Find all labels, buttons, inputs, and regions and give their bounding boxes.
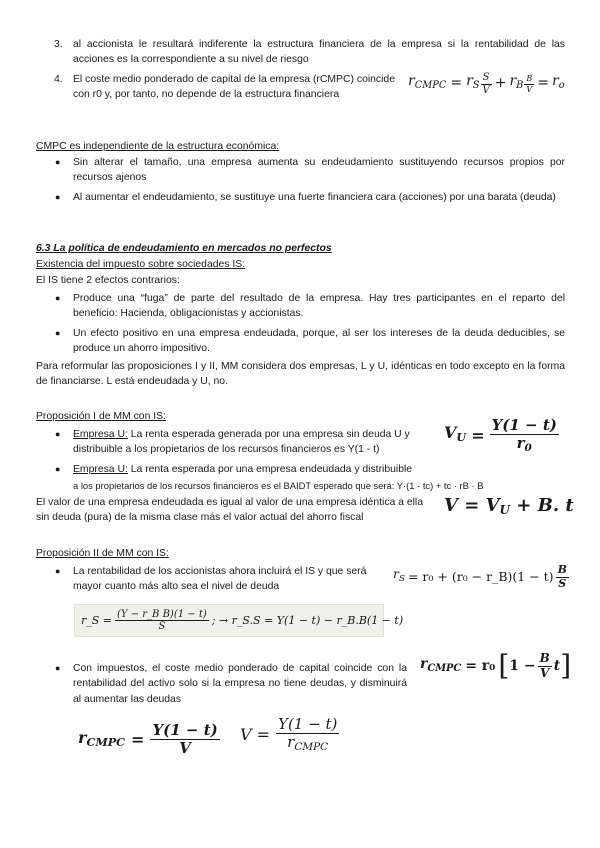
prop1-value-text: El valor de una empresa endeudada es igual al valor de una empresa idéntica a ella sin deuda (pura) de la misma clase más el valor actual del ahorro fiscal (36, 497, 424, 524)
bullet-dot: ● (55, 328, 61, 338)
prop2-bullet-1: La rentabilidad de los accionistas ahora incluirá el IS y que será mayor cuanto más alto sea el nivel de deuda (73, 566, 367, 593)
section-intro-line: El IS tiene 2 efectos contrarios: (36, 275, 180, 286)
cmpc-bullet-2: Al aumentar el endeudamiento, se sustituye una fuerte financiera cara (acciones) por una barata (deuda) (73, 192, 556, 203)
section-subheading: Existencia del impuesto sobre sociedades IS: (36, 259, 246, 270)
prop1-b1-text: La renta esperada generada por una empresa sin deuda U y distribuible a los propietarios de los recursos financieros es Y(1 - t) (73, 429, 410, 456)
formula-v-bottom: V = $\frac{Y(1 - t)}{r_{CMPC}}$ (240, 715, 338, 754)
cmpc-heading: CMPC es independiente de la estructura económica: (36, 141, 280, 152)
prop1-bullet-1 (73, 427, 438, 458)
bullet-dot: ● (55, 663, 61, 673)
section-bullet-2: Un efecto positivo en una empresa endeudada, porque, al ser los intereses de la deuda deducibles, se produce un ahorro impositivo. (73, 328, 565, 355)
bullet-dot: ● (55, 157, 61, 167)
bullet-dot: ● (55, 566, 61, 576)
prop2-heading: Proposición II de MM con IS: (36, 548, 169, 559)
formula-rcmpc-bottom: $r_{CMPC}$ = $\frac{Y(1 - t)}{V}$ (78, 721, 218, 758)
formula-rcmpc-weighted: $r_{CMPC}$ = $r_S$ $\frac{S}{V}$ + $r_B$ $\frac{B}{V}$ = $r_o$ (408, 72, 565, 96)
item3-number: 3. (54, 39, 63, 50)
section-bullet-1: Produce una “fuga” de parte del resultado de la empresa. Hay tres participantes en el reparto del beneficio: Hacienda, obligacionistas y accionistas. (73, 293, 565, 320)
prop1-b2-line2: a los propietarios de los recursos financieros es el BAIDT esperado que será: Y·(1 - tc) + tc · rB · B (73, 480, 484, 491)
formula-box-derivation: r_S = $\frac{\text{(Y − r\_B B)(1 − t)}}{S}$ ; → r_S.S = Y(1 − t) − r_B.B(1 − t) (74, 604, 384, 637)
item3-text: al accionista le resultará indiferente la estructura financiera de la empresa si la rentabilidad de las acciones es la correspondiente a su nivel de riesgo (73, 39, 565, 66)
bullet-dot: ● (55, 464, 61, 474)
bullet-dot: ● (55, 293, 61, 303)
cmpc-bullet-1: Sin alterar el tamaño, una empresa aumenta su endeudamiento sustituyendo recursos propios por recursos ajenos (73, 157, 565, 184)
prop1-b2-line1: La renta esperada por una empresa endeudada y distribuible (130, 464, 413, 475)
formula-v-levered: $V = V_U + B$. t (444, 495, 574, 517)
formula-rs-with-tax: $r_S$ = r₀ + (r₀ − r_B)(1 − t) $\frac{B}{S}$ (393, 563, 567, 590)
section-title: 6.3 La política de endeudamiento en mercados no perfectos (36, 243, 332, 254)
prop1-b2-label: Empresa U: (73, 464, 128, 475)
bullet-dot: ● (55, 192, 61, 202)
section-paragraph: Para reformular las proposiciones I y II, MM considera dos empresas, L y U, idénticas en todo excepto en la forma de financiarse. L está endeudada y U, no. (36, 361, 565, 388)
prop1-heading: Proposición I de MM con IS: (36, 411, 166, 422)
prop1-bullet-2 (73, 462, 568, 477)
prop1-b1-label: Empresa U: (73, 429, 128, 440)
formula-rcmpc-with-tax: $r_{CMPC}$ = r₀ [ 1 − $\frac{B}{V}$ t ] (420, 649, 572, 683)
bullet-dot: ● (55, 429, 61, 439)
formula-vu: $V_U$ = $\frac{Y(1 - t)}{r_0}$ (444, 416, 557, 455)
prop2-bullet-2: Con impuestos, el coste medio ponderado de capital coincide con la rentabilidad del activo solo si la empresa no tiene deudas, y disminuirá al aumentar las deudas (73, 663, 407, 705)
item4-number: 4. (54, 74, 63, 85)
item4-text: El coste medio ponderado de capital de la empresa (rCMPC) coincide con r0 y, por tanto, no depende de la estructura financiera (73, 74, 395, 101)
